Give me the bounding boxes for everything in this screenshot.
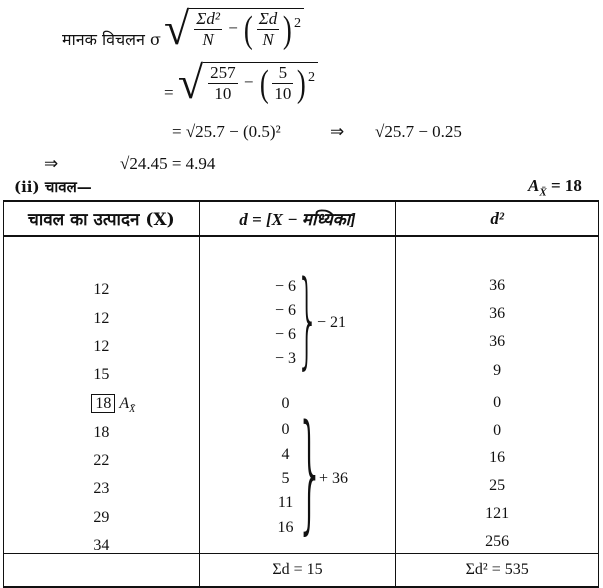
x-value: 12 <box>93 281 110 298</box>
assumed-mean-sub: X̄ <box>539 186 547 199</box>
footer-sum-d2: Σd² = 535 <box>396 554 599 588</box>
d2-value: 36 <box>489 305 506 322</box>
header-d2: d² <box>396 201 599 236</box>
assumed-mean <box>528 176 582 198</box>
x-value: 18 <box>91 394 115 413</box>
d-value: − 6 <box>275 278 297 295</box>
x-value: 34 <box>93 537 110 554</box>
x-value: 12 <box>93 310 110 327</box>
right-brace-icon: } <box>295 398 325 547</box>
d-group-sum: + 36 <box>319 470 349 487</box>
frac-den: 10 <box>214 84 232 103</box>
formula-line-3-right: √25.7 − 0.25 <box>375 122 462 141</box>
frac-num: 257 <box>210 63 236 82</box>
power: 2 <box>293 14 302 31</box>
d2-value: 36 <box>489 333 506 350</box>
section-label: (ii) चावल— <box>14 178 92 196</box>
frac-den: N <box>202 30 214 49</box>
right-brace-icon: } <box>295 258 319 380</box>
d-value: − 3 <box>275 350 297 367</box>
d-value: 11 <box>277 494 294 511</box>
frac-num: 5 <box>272 63 293 84</box>
header-x: चावल का उत्पादन (X) <box>4 201 200 236</box>
x-value: 29 <box>93 509 110 526</box>
x-value: 12 <box>93 338 110 355</box>
d-value: 16 <box>277 519 294 536</box>
data-table <box>3 200 599 588</box>
x-value: 23 <box>93 480 110 497</box>
d-group-sum: − 21 <box>317 314 347 331</box>
sd-label: मानक विचलन σ <box>62 30 161 49</box>
power: 2 <box>308 68 316 85</box>
d-value: 5 <box>281 470 290 487</box>
d-value: − 6 <box>275 326 297 343</box>
d2-value: 0 <box>493 394 502 411</box>
frac-num: Σd² <box>196 9 220 28</box>
footer-x <box>4 554 200 588</box>
x-value: 18 <box>93 424 110 441</box>
formula-line-3: = √25.7 − (0.5)² <box>172 122 281 141</box>
d-value: 0 <box>281 421 290 438</box>
formula-line-4: √24.45 = 4.94 <box>120 154 216 173</box>
d2-column <box>396 237 598 553</box>
x-column <box>4 237 199 553</box>
implies-arrow: ⇒ <box>330 122 345 141</box>
d-column <box>200 237 396 553</box>
header-d: d = [X − मध्यिका] <box>199 201 396 236</box>
d-value: − 6 <box>275 302 297 319</box>
d2-value: 256 <box>485 533 510 550</box>
x-value: 15 <box>93 366 110 383</box>
d2-value: 9 <box>493 362 502 379</box>
d-value: 4 <box>281 446 290 463</box>
frac-den: N <box>262 30 274 49</box>
frac-den: 10 <box>274 84 292 103</box>
formula-line-1: √ $\frac{\text{Σd²}}{N}$ − ( $\frac{\Sigma d}{N}$ ) $^2$ <box>164 6 304 52</box>
frac-num: Σd <box>258 9 278 28</box>
x-value: 22 <box>93 452 110 469</box>
assumed-mean-symbol: A <box>528 176 540 195</box>
formula-line-2: = √ $\frac{257}{10}$ − ( $\frac{5}{10}$ ) $^2$ <box>164 60 318 106</box>
assumed-sub: X̄ <box>129 404 136 416</box>
d2-value: 121 <box>485 505 510 522</box>
assumed-label: A <box>119 395 130 412</box>
d-value: 0 <box>281 395 290 412</box>
x-assumed-row <box>16 393 211 421</box>
d2-value: 16 <box>489 449 506 466</box>
d2-value: 0 <box>493 422 502 439</box>
d2-value: 25 <box>489 477 506 494</box>
footer-sum-d: Σd = 15 <box>199 554 396 588</box>
assumed-mean-value: = 18 <box>550 176 582 195</box>
implies-arrow-2: ⇒ <box>44 154 59 173</box>
d2-value: 36 <box>489 277 506 294</box>
